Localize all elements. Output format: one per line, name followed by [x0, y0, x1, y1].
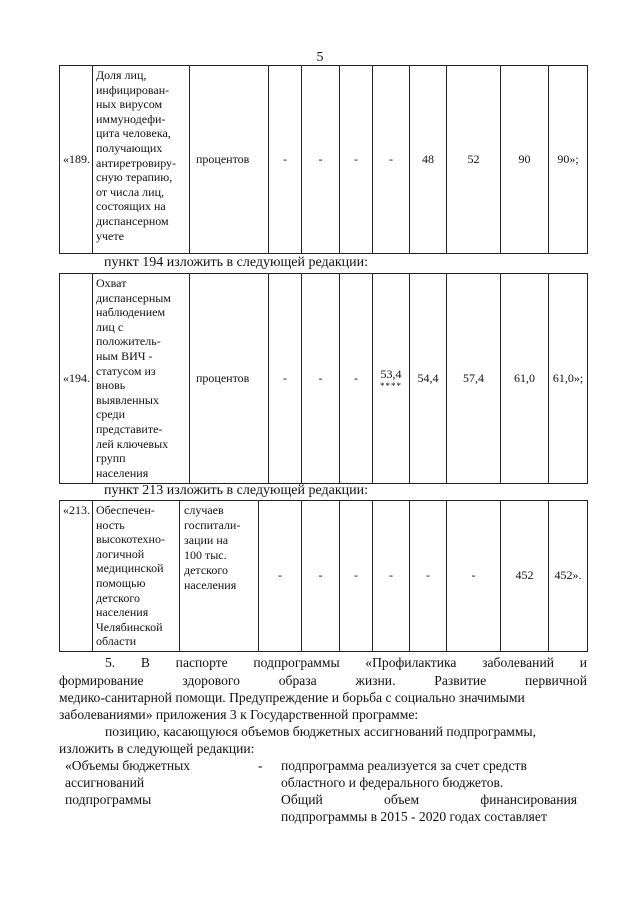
- instruction-194: пункт 194 изложить в следующей редакции:: [104, 255, 368, 270]
- value-cell: -: [373, 501, 410, 652]
- value-cell: 52: [447, 66, 501, 254]
- table-row: [60, 274, 588, 484]
- value-cell: 48: [410, 66, 447, 254]
- page-number: 5: [316, 50, 324, 65]
- unit-cell: процентов: [190, 66, 269, 254]
- value-cell: 53,4 ****: [373, 274, 410, 484]
- value-cell: -: [302, 66, 340, 254]
- value-cell: -: [340, 274, 373, 484]
- paragraph-5-line: 5. В паспорте подпрограммы «Профилактика заболеваний и: [105, 655, 587, 670]
- indicator-table-189: [59, 65, 588, 254]
- value-cell: -: [340, 501, 373, 652]
- unit-cell: случаев госпитали- зации на 100 тыс. детского населения: [180, 501, 259, 652]
- indicator-name: Доля лиц, инфицирован- ных вирусом иммунодефи- цита человека, получающих антиретровиру- сную терапию, от числа лиц, состоящих на диспансерном учете: [93, 66, 190, 254]
- value-cell: -: [302, 274, 340, 484]
- value-cell: -: [340, 66, 373, 254]
- item-number: «213.: [60, 501, 93, 652]
- value-cell: 452».: [549, 501, 588, 652]
- value-cell: 90: [501, 66, 549, 254]
- value-cell: 61,0»;: [549, 274, 588, 484]
- paragraph-5-line: позицию, касающуюся объемов бюджетных ассигнований подпрограммы,: [105, 724, 537, 739]
- item-number: «194.: [60, 274, 93, 484]
- indicator-table-194: [59, 273, 588, 484]
- passport-dash: -: [258, 758, 263, 773]
- value-cell: -: [410, 501, 447, 652]
- paragraph-5-line: медико-санитарной помощи. Предупреждение и борьба с социально значимыми: [59, 690, 525, 705]
- unit-cell: процентов: [190, 274, 269, 484]
- table-row: [60, 501, 588, 652]
- value-cell: 61,0: [501, 274, 549, 484]
- value-cell: -: [302, 501, 340, 652]
- paragraph-5-line: формирование здорового образа жизни. Развитие первичной: [59, 673, 587, 688]
- value-cell: 57,4: [447, 274, 501, 484]
- footnote-stars: ****: [380, 381, 402, 391]
- passport-label-line: ассигнований: [65, 775, 145, 790]
- item-number: «189.: [60, 66, 93, 254]
- passport-label-line: подпрограммы: [65, 792, 152, 807]
- table-row: [60, 66, 588, 254]
- instruction-213: пункт 213 изложить в следующей редакции:: [104, 483, 368, 498]
- indicator-name: Охват диспансерным наблюдением лиц с положитель- ным ВИЧ - статусом из вновь выявленных среди представите- лей ключевых групп населения: [93, 274, 190, 484]
- passport-value-line: Общий объем финансирования: [281, 792, 577, 807]
- passport-value-line: областного и федерального бюджетов.: [281, 775, 504, 790]
- passport-label-line: «Объемы бюджетных: [65, 758, 191, 773]
- indicator-name: Обеспечен- ность высокотехно- логичной медицинской помощью детского населения Челябинской области: [93, 501, 180, 652]
- value-cell: 452: [501, 501, 549, 652]
- passport-value-line: подпрограмма реализуется за счет средств: [281, 758, 527, 773]
- value-cell: -: [259, 501, 302, 652]
- value-cell: -: [447, 501, 501, 652]
- indicator-table-213: [59, 500, 588, 652]
- paragraph-5-line: изложить в следующей редакции:: [59, 741, 255, 756]
- value-cell: -: [269, 66, 302, 254]
- value-cell: -: [269, 274, 302, 484]
- value-cell: -: [373, 66, 410, 254]
- passport-value-line: подпрограммы в 2015 - 2020 годах составляет: [281, 809, 547, 824]
- value-cell: 54,4: [410, 274, 447, 484]
- paragraph-5-line: заболеваниями» приложения 3 к Государственной программе:: [59, 707, 419, 722]
- value-cell: 90»;: [549, 66, 588, 254]
